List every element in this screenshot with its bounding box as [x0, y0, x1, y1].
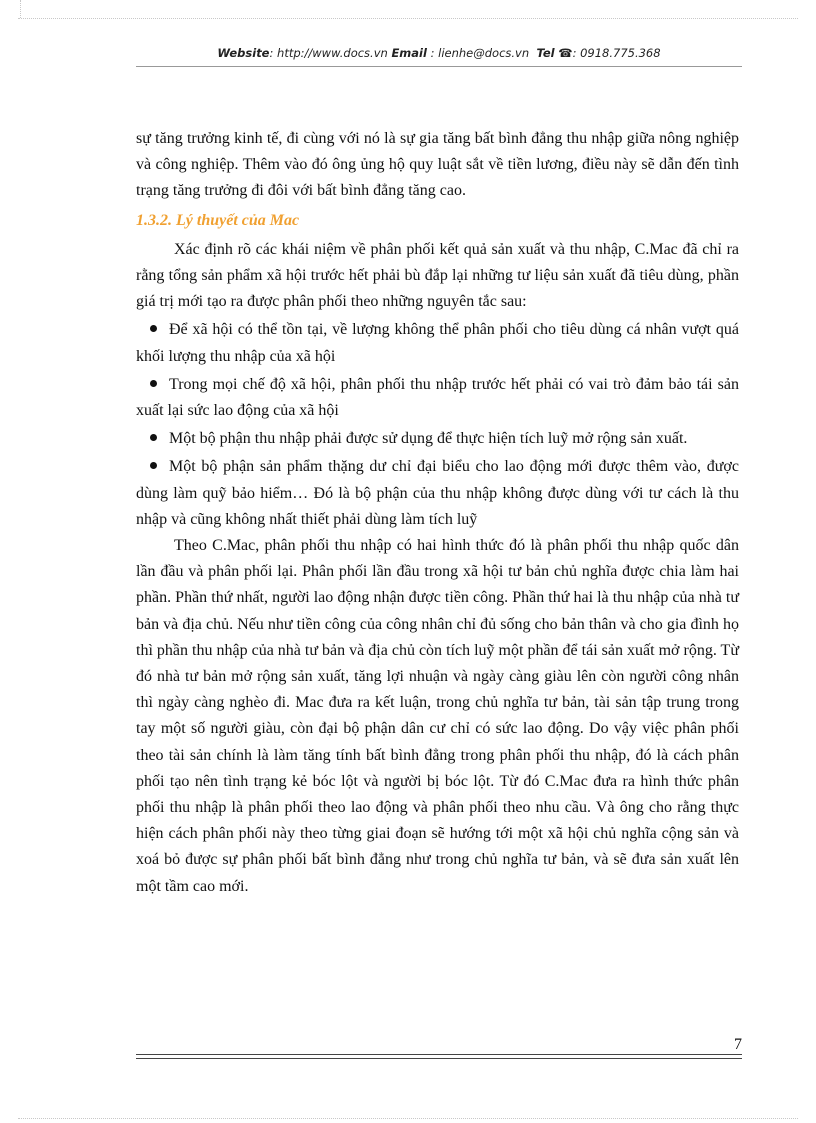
- section-heading: 1.3.2. Lý thuyết của Mac: [136, 211, 300, 229]
- page-edge-top: [18, 18, 798, 19]
- bullet-item: [136, 317, 739, 369]
- bullet-icon: [150, 462, 157, 469]
- bullet-item: [136, 454, 739, 533]
- website-value: : http://www.docs.vn: [269, 46, 388, 60]
- email-value: : lienhe@docs.vn: [430, 46, 530, 60]
- bullet-text: Một bộ phận thu nhập phải được sử dụng để thực hiện tích luỹ mở rộng sản xuất.: [169, 430, 688, 448]
- bullet-text: Để xã hội có thể tồn tại, về lượng không thể phân phối cho tiêu dùng cá nhân vượt quá khối lượng thu nhập của xã hội: [136, 321, 739, 365]
- document-body: [136, 126, 739, 900]
- bullet-icon: [150, 434, 157, 441]
- header-rule: [136, 66, 742, 67]
- bullet-icon: [150, 325, 157, 332]
- page-edge-bottom: [18, 1118, 798, 1119]
- page-header: [136, 46, 742, 60]
- bullet-text: Trong mọi chế độ xã hội, phân phối thu nhập trước hết phải có vai trò đảm bảo tái sản xuất lại sức lao động của xã hội: [136, 375, 739, 420]
- bullet-item: [136, 372, 739, 424]
- bullet-text: Một bộ phận sản phẩm thặng dư chỉ đại biểu cho lao động mới được thêm vào, được dùng làm quỹ bảo hiểm… Đó là bộ phận của thu nhập không được dùng với tư cách là thu nhập và cũng không nhất thiết phải dùng làm tích luỹ: [136, 458, 739, 528]
- page-edge-corner: [20, 0, 21, 18]
- email-label: Email: [391, 46, 427, 60]
- footer-rule: [136, 1054, 742, 1059]
- bullet-icon: [150, 380, 157, 387]
- tel-label: Tel: [536, 46, 555, 60]
- tel-value: : 0918.775.368: [572, 46, 661, 60]
- website-label: Website: [217, 46, 270, 60]
- phone-icon: ☎: [558, 46, 573, 60]
- bullet-item: [136, 426, 739, 452]
- page-number: 7: [734, 1036, 742, 1053]
- paragraph-intro: sự tăng trưởng kinh tế, đi cùng với nó là sự gia tăng bất bình đẳng thu nhập giữa nông nghiệp và công nghiệp. Thêm vào đó ông ủng hộ quy luật sắt về tiền lương, điều này sẽ dẫn đến tình trạng tăng trưởng đi đôi với bất bình đẳng tăng cao.: [136, 130, 739, 200]
- paragraph-distribution: Theo C.Mac, phân phối thu nhập có hai hình thức đó là phân phối thu nhập quốc dân lần đầu và phân phối lại. Phân phối lần đầu trong xã hội tư bản chủ nghĩa được chia làm hai phần. Phần thứ nhất, người lao động nhận được tiền công. Phần thứ hai là thu nhập của nhà tư bản và địa chủ. Nếu như tiền công của công nhân chỉ đủ sống cho bản thân và cho gia đình họ thì phần thu nhập của nhà tư bản và địa chủ còn tích luỹ một phần để tái sản xuất mở rộng. Từ đó nhà tư bản mở rộng sản xuất, tăng lợi nhuận và ngày càng giàu lên còn người công nhân thì ngày càng nghèo đi. Mac đưa ra kết luận, trong chủ nghĩa tư bản, tài sản tập trung trong tay một số người giàu, còn đại bộ phận dân cư chỉ có sức lao động. Do vậy việc phân phối theo tài sản chính là làm tăng tính bất bình đẳng trong phân phối thu nhập, đó là cách phân phối tạo nên tình trạng kẻ bóc lột và người bị bóc lột. Từ đó C.Mac đưa ra hình thức phân phối thu nhập là phân phối theo lao động và phân phối theo nhu cầu. Và ông cho rằng thực hiện cách phân phối này theo từng giai đoạn sẽ hướng tới một xã hội chủ nghĩa cộng sản và xoá bỏ được sự phân phối bất bình đẳng như trong chủ nghĩa tư bản, và sẽ đưa sản xuất lên một tầm cao mới.: [136, 537, 739, 895]
- paragraph-definition: Xác định rõ các khái niệm về phân phối kết quả sản xuất và thu nhập, C.Mac đã chỉ ra rằng tổng sản phẩm xã hội trước hết phải bù đắp lại những tư liệu sản xuất đã tiêu dùng, phần giá trị mới tạo ra được phân phối theo những nguyên tắc sau:: [136, 240, 739, 311]
